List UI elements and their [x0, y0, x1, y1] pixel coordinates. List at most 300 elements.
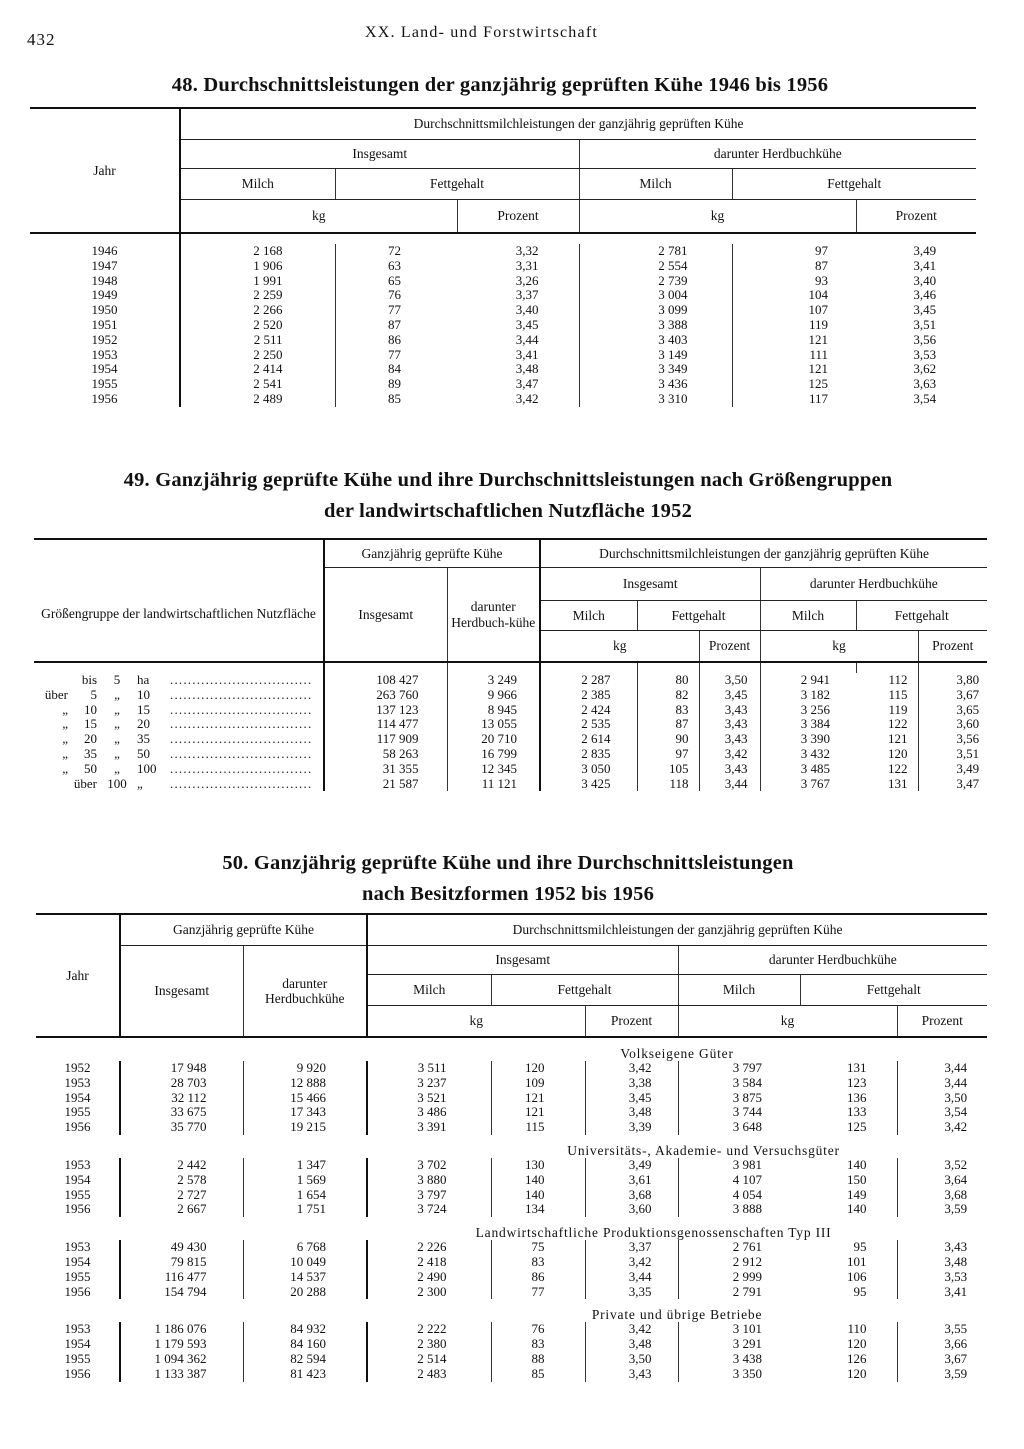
spacer-cell — [36, 1037, 120, 1061]
size-group-part: 35 — [137, 731, 150, 747]
value-cell: 3,44 — [897, 1061, 987, 1076]
value-cell: 33 675 — [120, 1105, 243, 1120]
size-group-part: 35 — [84, 746, 97, 762]
size-group-part: 15 — [84, 716, 97, 732]
table-row — [34, 688, 987, 703]
col-cows-herd-header: darunter Herdbuch-kühe — [447, 568, 540, 663]
value-cell: 3 391 — [367, 1120, 491, 1135]
value-cell: 75 — [491, 1240, 585, 1255]
value-cell: 3,48 — [515, 361, 539, 377]
value-cell: 2 520 — [180, 318, 335, 333]
size-group-part: „ — [62, 760, 68, 776]
value-cell: 3,43 — [699, 732, 760, 747]
value-cell: 3,42 — [585, 1255, 678, 1270]
col-cows-herd-header: darunter Herdbuchkühe — [243, 946, 367, 1038]
spacer-cell — [180, 233, 976, 244]
table-row — [36, 1202, 987, 1217]
col-year-header: Jahr — [30, 108, 180, 233]
value-cell: 3,59 — [897, 1202, 987, 1217]
value-cell: 3,31 — [515, 257, 539, 273]
table-row — [36, 1120, 987, 1135]
size-group-part: „ — [62, 716, 68, 732]
col-herd-kg-header: kg — [579, 200, 856, 234]
table-row — [30, 377, 976, 392]
value-cell: 3,67 — [897, 1352, 987, 1367]
size-group-part: „ — [62, 746, 68, 762]
size-group-part: 20 — [84, 731, 97, 747]
value-cell: 4 107 — [678, 1173, 800, 1188]
table-row — [30, 392, 976, 407]
value-cell: 2 418 — [367, 1255, 491, 1270]
value-cell: 105 — [637, 762, 699, 777]
table-row — [36, 1255, 987, 1270]
value-cell: 3,40 — [913, 272, 937, 288]
value-cell: 95 — [853, 1283, 867, 1299]
value-cell: 126 — [847, 1351, 867, 1366]
value-cell: 117 — [732, 392, 856, 407]
value-cell: 2 541 — [180, 377, 335, 392]
size-group-part: 100 — [107, 775, 127, 791]
size-group-part: über — [44, 686, 68, 702]
size-group-part: 15 — [137, 701, 150, 717]
value-cell: 3 182 — [760, 688, 856, 703]
value-cell: 2 287 — [540, 673, 637, 688]
value-cell: 133 — [847, 1104, 867, 1120]
value-cell: 3,42 — [585, 1322, 678, 1337]
value-cell: 3 390 — [760, 732, 856, 747]
value-cell: 86 — [491, 1270, 585, 1285]
value-cell: 3,80 — [918, 673, 987, 688]
size-group-part: bis — [81, 672, 97, 688]
value-cell: 2 781 — [579, 244, 732, 259]
value-cell: 3,48 — [897, 1255, 987, 1270]
table-row — [34, 717, 987, 732]
value-cell: 2 222 — [367, 1322, 491, 1337]
col-herd-pct-header: Prozent — [897, 1006, 987, 1038]
value-cell: 35 770 — [120, 1120, 243, 1135]
col-herd-milk-header: Milch — [760, 601, 856, 631]
value-cell: 3,26 — [515, 272, 539, 288]
size-group-part: ha — [137, 672, 150, 688]
table-row — [36, 1352, 987, 1367]
col-fat-header: Fettgehalt — [335, 169, 579, 200]
year-cell: 1955 — [64, 1268, 91, 1284]
col-herd-pct-header: Prozent — [856, 200, 976, 234]
value-cell: 3,49 — [918, 762, 987, 777]
value-cell: 72 — [335, 244, 457, 259]
value-cell: 6 768 — [243, 1240, 367, 1255]
col-total-header: Insgesamt — [180, 140, 579, 169]
size-group-part: 5 — [113, 672, 121, 688]
value-cell: 3 521 — [367, 1091, 491, 1106]
col-total-header: Insgesamt — [540, 568, 760, 601]
value-cell: 2 535 — [540, 717, 637, 732]
table-row — [34, 732, 987, 747]
table49-title-line2: der landwirtschaftlichen Nutzfläche 1952 — [323, 500, 693, 522]
table-row — [30, 274, 976, 289]
value-cell: 14 537 — [243, 1270, 367, 1285]
value-cell: 118 — [637, 777, 699, 792]
table49-title-line1: 49. Ganzjährig geprüfte Kühe und ihre Durchschnittsleistungen nach Größengruppen — [123, 469, 893, 491]
table-row — [36, 1061, 987, 1076]
value-cell: 3,42 — [585, 1061, 678, 1076]
value-cell: 3,43 — [699, 762, 760, 777]
value-cell: 3 888 — [678, 1202, 800, 1217]
table-row — [30, 318, 976, 333]
value-cell: 3,59 — [897, 1367, 987, 1382]
year-cell: 1953 — [64, 1157, 91, 1173]
value-cell: 97 — [732, 244, 856, 259]
value-cell: 3,42 — [699, 747, 760, 762]
value-cell: 3,51 — [913, 317, 937, 333]
value-cell: 93 — [732, 274, 856, 289]
leader-dots: ................................ — [170, 746, 313, 762]
value-cell: 3,44 — [699, 777, 760, 792]
col-herd-header: darunter Herdbuchkühe — [678, 946, 987, 975]
value-cell: 89 — [335, 377, 457, 392]
value-cell: 3,54 — [913, 391, 937, 407]
value-cell: 121 — [491, 1105, 585, 1120]
value-cell: 82 — [637, 688, 699, 703]
table-row — [30, 348, 976, 363]
value-cell: 13 055 — [447, 717, 540, 732]
value-cell: 3 724 — [367, 1202, 491, 1217]
value-cell: 81 423 — [243, 1367, 367, 1382]
size-group-cell — [34, 703, 324, 718]
size-group-part: 10 — [84, 701, 97, 717]
col-group-header: Größengruppe der landwirtschaftlichen Nutzfläche — [34, 539, 324, 662]
year-cell: 1954 — [64, 1254, 91, 1270]
value-cell: 63 — [335, 259, 457, 274]
value-cell: 3,60 — [918, 717, 987, 732]
value-cell: 3 384 — [760, 717, 856, 732]
value-cell: 134 — [491, 1202, 585, 1217]
size-group-part: „ — [114, 746, 120, 762]
value-cell: 84 — [335, 362, 457, 377]
value-cell: 3,67 — [918, 688, 987, 703]
value-cell: 16 799 — [447, 747, 540, 762]
value-cell: 3 438 — [678, 1352, 800, 1367]
value-cell: 3 050 — [540, 762, 637, 777]
table-row — [34, 747, 987, 762]
value-cell: 2 912 — [678, 1255, 800, 1270]
value-cell: 86 — [335, 333, 457, 348]
value-cell: 85 — [335, 392, 457, 407]
value-cell: 2 380 — [367, 1337, 491, 1352]
year-cell: 1956 — [91, 391, 118, 407]
value-cell: 1 751 — [243, 1202, 367, 1217]
value-cell: 3,41 — [913, 257, 937, 273]
year-cell: 1946 — [91, 243, 118, 259]
value-cell: 20 710 — [447, 732, 540, 747]
value-cell: 3,52 — [897, 1158, 987, 1173]
value-cell: 85 — [491, 1367, 585, 1382]
value-cell: 2 614 — [540, 732, 637, 747]
value-cell: 121 — [491, 1091, 585, 1106]
table-row — [36, 1285, 987, 1300]
year-cell: 1956 — [64, 1283, 91, 1299]
leader-dots: ................................ — [170, 672, 313, 688]
col-herd-fat-header: Fettgehalt — [856, 601, 987, 631]
table-row — [36, 1188, 987, 1203]
table49 — [34, 538, 987, 791]
value-cell: 3 875 — [678, 1091, 800, 1106]
value-cell: 3,50 — [699, 673, 760, 688]
value-cell: 107 — [732, 303, 856, 318]
size-group-part: 5 — [90, 686, 97, 702]
spacer-cell — [36, 1217, 120, 1240]
value-cell: 3,43 — [699, 717, 760, 732]
value-cell: 140 — [847, 1157, 867, 1173]
col-fat-header: Fettgehalt — [637, 601, 760, 631]
value-cell: 88 — [491, 1352, 585, 1367]
value-cell: 136 — [847, 1089, 867, 1105]
size-group-part: „ — [114, 731, 120, 747]
value-cell: 120 — [888, 746, 908, 762]
size-group-part: 100 — [137, 760, 157, 776]
value-cell: 3,47 — [918, 777, 987, 792]
value-cell: 2 250 — [180, 348, 335, 363]
value-cell: 125 — [847, 1119, 867, 1135]
value-cell: 115 — [888, 686, 908, 702]
value-cell: 3,54 — [897, 1105, 987, 1120]
value-cell: 79 815 — [120, 1255, 243, 1270]
value-cell: 3 767 — [760, 777, 856, 792]
value-cell: 3,61 — [585, 1173, 678, 1188]
value-cell: 3 436 — [579, 377, 732, 392]
value-cell: 3,44 — [585, 1270, 678, 1285]
table-row — [30, 333, 976, 348]
value-cell: 3 486 — [367, 1105, 491, 1120]
size-group-cell — [34, 673, 324, 688]
value-cell: 3,45 — [515, 317, 539, 333]
value-cell: 3 403 — [579, 333, 732, 348]
value-cell: 87 — [335, 318, 457, 333]
year-cell: 1954 — [64, 1089, 91, 1105]
value-cell: 120 — [491, 1061, 585, 1076]
value-cell: 2 385 — [540, 688, 637, 703]
value-cell: 3,47 — [515, 376, 539, 392]
value-cell: 2 483 — [367, 1367, 491, 1382]
value-cell: 65 — [335, 274, 457, 289]
value-cell: 131 — [847, 1060, 867, 1076]
value-cell: 49 430 — [120, 1240, 243, 1255]
col-pct-header: Prozent — [457, 200, 579, 234]
value-cell: 131 — [888, 775, 908, 791]
value-cell: 3,44 — [515, 331, 539, 347]
value-cell: 83 — [637, 703, 699, 718]
value-cell: 21 587 — [324, 777, 447, 792]
year-cell: 1947 — [91, 257, 118, 273]
col-span-header: Durchschnittsmilchleistungen der ganzjährig geprüften Kühe — [180, 108, 976, 140]
value-cell: 3 237 — [367, 1076, 491, 1091]
value-cell: 2 554 — [579, 259, 732, 274]
value-cell: 83 — [491, 1255, 585, 1270]
table-row — [36, 1173, 987, 1188]
year-cell: 1952 — [64, 1060, 91, 1076]
section-header-row — [36, 1217, 987, 1240]
col-milk-header: Milch — [367, 975, 491, 1006]
value-cell: 3,43 — [585, 1367, 678, 1382]
size-group-cell — [34, 762, 324, 777]
size-group-part: „ — [114, 701, 120, 717]
value-cell: 122 — [888, 760, 908, 776]
year-cell: 1954 — [64, 1336, 91, 1352]
value-cell: 3,39 — [585, 1120, 678, 1135]
value-cell: 1 133 387 — [120, 1367, 243, 1382]
col-milk-header: Milch — [180, 169, 335, 200]
section-header-row — [36, 1037, 987, 1061]
table-row — [36, 1158, 987, 1173]
value-cell: 2 259 — [180, 288, 335, 303]
value-cell: 110 — [847, 1321, 867, 1337]
section-header-row — [36, 1299, 987, 1322]
spacer-cell — [120, 1037, 367, 1061]
section-title: Volkseigene Güter — [620, 1045, 734, 1061]
table-row — [36, 1091, 987, 1106]
year-cell: 1956 — [64, 1119, 91, 1135]
spacer-cell — [637, 662, 699, 673]
value-cell: 116 477 — [120, 1270, 243, 1285]
table50-title-line2: nach Besitzformen 1952 bis 1956 — [361, 883, 655, 905]
value-cell: 76 — [491, 1322, 585, 1337]
value-cell: 3,53 — [897, 1270, 987, 1285]
value-cell: 119 — [732, 318, 856, 333]
value-cell: 2 941 — [760, 673, 856, 688]
value-cell: 3,41 — [897, 1285, 987, 1300]
table50 — [36, 913, 987, 1382]
year-cell: 1952 — [91, 331, 118, 347]
value-cell: 1 906 — [180, 259, 335, 274]
value-cell: 3 249 — [447, 673, 540, 688]
value-cell: 3,46 — [913, 287, 937, 303]
value-cell: 97 — [637, 747, 699, 762]
table-row — [30, 362, 976, 377]
value-cell: 1 654 — [243, 1188, 367, 1203]
section-title: Private und übrige Betriebe — [591, 1307, 763, 1323]
value-cell: 3 648 — [678, 1120, 800, 1135]
value-cell: 3,43 — [897, 1240, 987, 1255]
value-cell: 15 466 — [243, 1091, 367, 1106]
value-cell: 2 424 — [540, 703, 637, 718]
value-cell: 3 485 — [760, 762, 856, 777]
value-cell: 3,64 — [897, 1173, 987, 1188]
table-row — [36, 1367, 987, 1382]
value-cell: 2 761 — [678, 1240, 800, 1255]
size-group-cell — [34, 688, 324, 703]
size-group-part: 20 — [137, 716, 150, 732]
value-cell: 19 215 — [243, 1120, 367, 1135]
value-cell: 84 932 — [243, 1322, 367, 1337]
value-cell: 11 121 — [447, 777, 540, 792]
table-row — [34, 673, 987, 688]
value-cell: 12 888 — [243, 1076, 367, 1091]
page-number: 432 — [27, 30, 56, 49]
value-cell: 3,45 — [585, 1091, 678, 1106]
col-herd-milk-header: Milch — [579, 169, 732, 200]
value-cell: 123 — [847, 1074, 867, 1090]
value-cell: 58 263 — [324, 747, 447, 762]
table49-body — [34, 662, 987, 791]
value-cell: 3 425 — [540, 777, 637, 792]
table-row — [30, 288, 976, 303]
value-cell: 17 343 — [243, 1105, 367, 1120]
value-cell: 3,35 — [585, 1285, 678, 1300]
value-cell: 2 511 — [180, 333, 335, 348]
value-cell: 2 739 — [579, 274, 732, 289]
value-cell: 3,68 — [585, 1188, 678, 1203]
section-header-row — [36, 1135, 987, 1158]
year-cell: 1955 — [64, 1104, 91, 1120]
value-cell: 3,32 — [515, 243, 539, 259]
value-cell: 3 256 — [760, 703, 856, 718]
value-cell: 77 — [335, 348, 457, 363]
leader-dots: ................................ — [170, 760, 313, 776]
col-kg-header: kg — [367, 1006, 585, 1038]
value-cell: 82 594 — [243, 1352, 367, 1367]
table-row — [30, 303, 976, 318]
value-cell: 3,50 — [585, 1352, 678, 1367]
col-pct-header: Prozent — [585, 1006, 678, 1038]
value-cell: 130 — [491, 1158, 585, 1173]
year-cell: 1953 — [64, 1074, 91, 1090]
spacer-cell — [856, 662, 918, 673]
value-cell: 1 179 593 — [120, 1337, 243, 1352]
col-herd-fat-header: Fettgehalt — [800, 975, 987, 1006]
col-milk-header: Milch — [540, 601, 637, 631]
value-cell: 3 880 — [367, 1173, 491, 1188]
value-cell: 3 432 — [760, 747, 856, 762]
value-cell: 2 667 — [120, 1202, 243, 1217]
value-cell: 2 835 — [540, 747, 637, 762]
col-herd-header: darunter Herdbuchkühe — [760, 568, 987, 601]
value-cell: 2 727 — [120, 1188, 243, 1203]
value-cell: 140 — [491, 1173, 585, 1188]
value-cell: 3 349 — [579, 362, 732, 377]
value-cell: 3,48 — [585, 1105, 678, 1120]
value-cell: 3,56 — [918, 732, 987, 747]
value-cell: 2 168 — [180, 244, 335, 259]
col-cows-total-header: Insgesamt — [324, 568, 447, 663]
col-total-header: Insgesamt — [367, 946, 678, 975]
value-cell: 263 760 — [324, 688, 447, 703]
col-herd-fat-header: Fettgehalt — [732, 169, 976, 200]
value-cell: 3,45 — [699, 688, 760, 703]
leader-dots: ................................ — [170, 731, 313, 747]
size-group-part: „ — [114, 686, 120, 702]
year-cell: 1950 — [91, 302, 118, 318]
spacer-cell — [36, 1299, 120, 1322]
value-cell: 3,37 — [585, 1240, 678, 1255]
value-cell: 3,37 — [515, 287, 539, 303]
year-cell: 1953 — [91, 346, 118, 362]
year-cell: 1953 — [64, 1239, 91, 1255]
section-title: Universitäts-, Akademie- und Versuchsgüter — [567, 1142, 840, 1158]
value-cell: 2 266 — [180, 303, 335, 318]
value-cell: 154 794 — [120, 1285, 243, 1300]
value-cell: 3,66 — [897, 1337, 987, 1352]
size-group-part: „ — [62, 701, 68, 717]
value-cell: 3 099 — [579, 303, 732, 318]
leader-dots: ................................ — [170, 775, 313, 791]
value-cell: 3,51 — [918, 747, 987, 762]
value-cell: 84 160 — [243, 1337, 367, 1352]
value-cell: 76 — [335, 288, 457, 303]
year-cell: 1951 — [91, 317, 118, 333]
value-cell: 140 — [491, 1188, 585, 1203]
value-cell: 150 — [847, 1171, 867, 1187]
table-row — [36, 1240, 987, 1255]
